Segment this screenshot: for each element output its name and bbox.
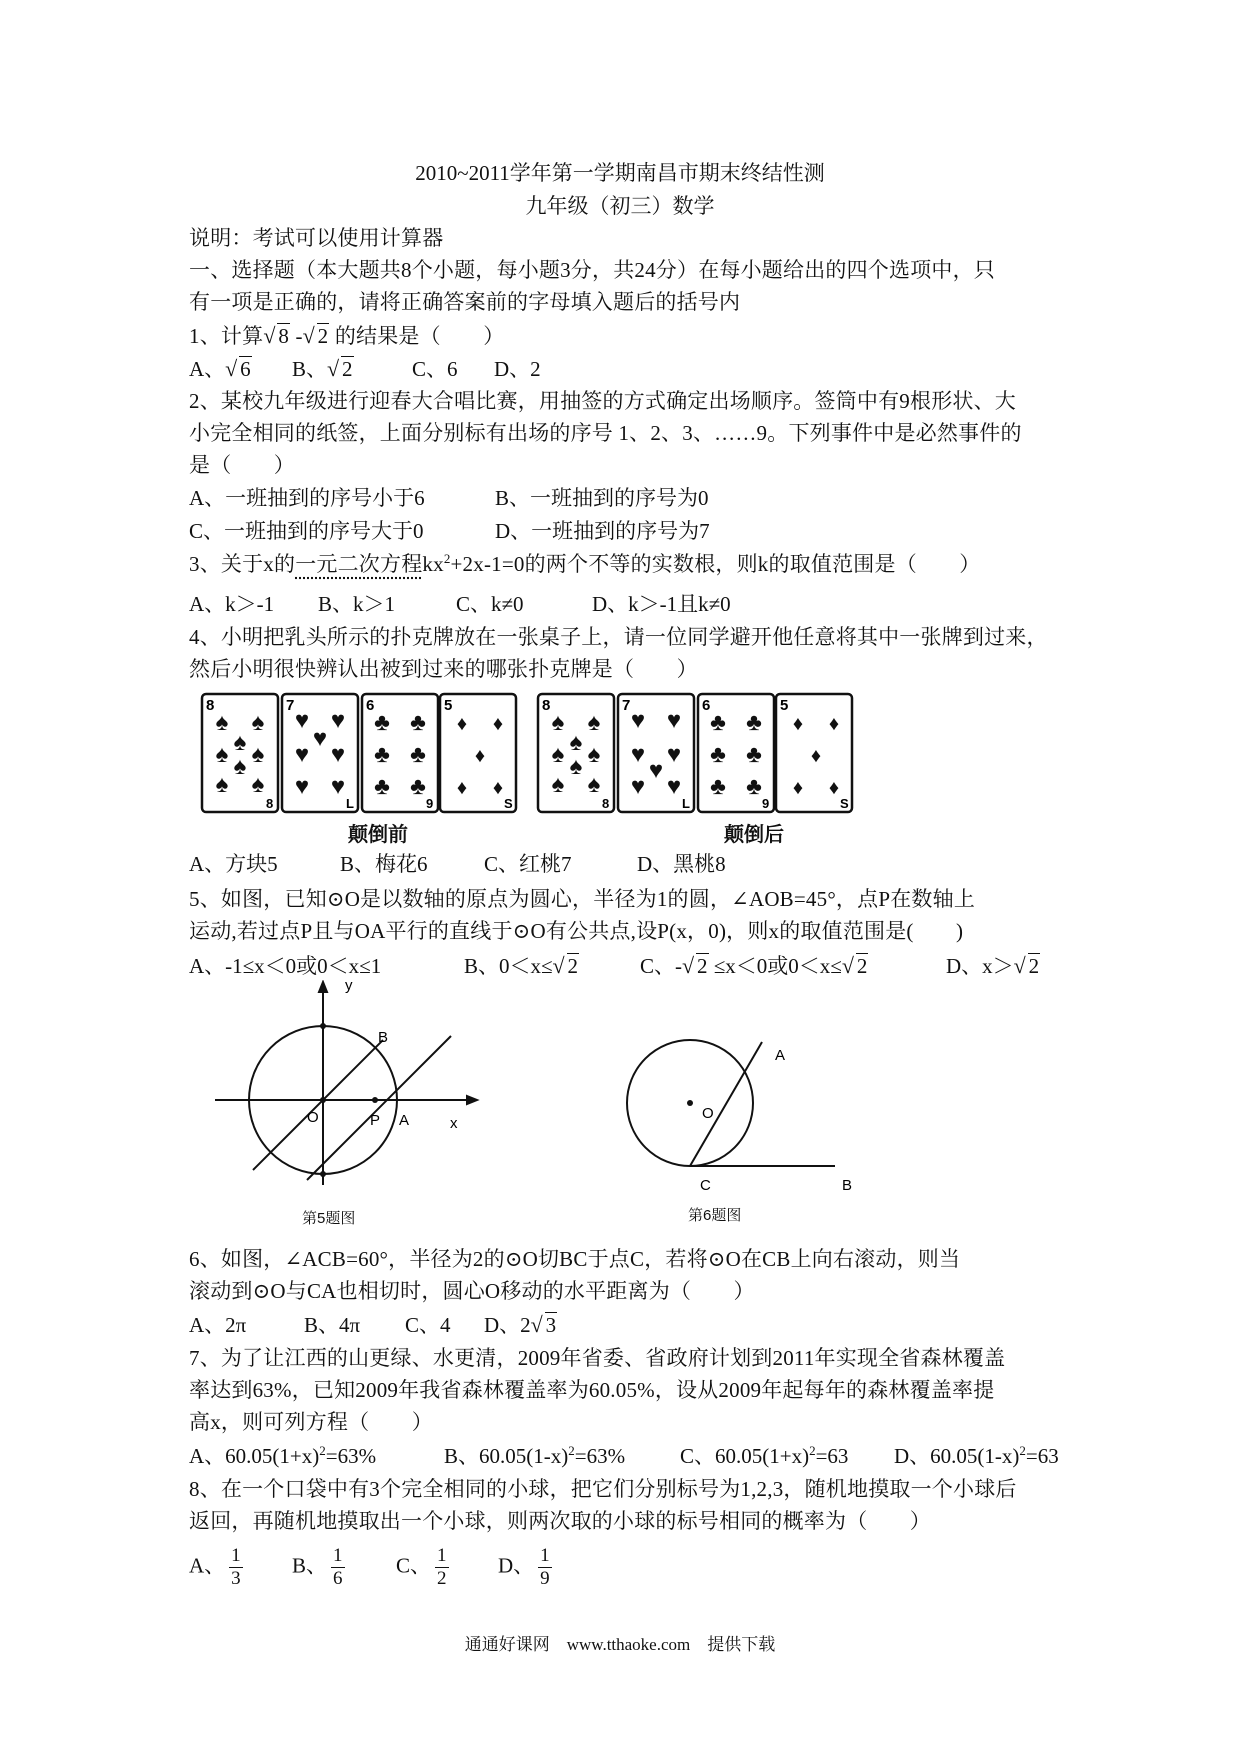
diamond-pip: ♦	[828, 777, 840, 799]
question-6-line-1: 6、如图，∠ACB=60°，半径为2的⊙O切BC于点C，若将⊙O在CB上向右滚动，则当	[189, 1247, 961, 1271]
spade-pip: ♠	[551, 709, 565, 736]
q8-option-c: C、 $\frac{1}{2}$	[396, 1545, 447, 1589]
club-pip: ♣	[746, 741, 762, 768]
card-rank-bottom: 9	[426, 796, 434, 811]
exam-title: 2010~2011学年第一学期南昌市期末终结性测	[415, 161, 825, 185]
q6-option-d: D、2√ 3	[484, 1309, 557, 1339]
spade-pip: ♠	[569, 753, 583, 780]
q8-option-a: A、 $\frac{1}{3}$	[189, 1545, 241, 1589]
playing-card	[618, 694, 694, 812]
diamond-pip: ♦	[492, 713, 504, 735]
label-p: P	[370, 1112, 381, 1129]
label-o: O	[307, 1109, 319, 1126]
question-7-line-2: 率达到63%，已知2009年我省森林覆盖率为60.05%，设从2009年起每年的森林覆盖率提	[189, 1378, 995, 1402]
q8-option-b: B、 $\frac{1}{6}$	[292, 1545, 343, 1589]
q5-option-a: A、-1≤x＜0或0＜x≤1	[189, 954, 382, 978]
q1-option-a: A、√ 6	[189, 353, 252, 383]
q7-option-c: C、$60.05(1+x)^2=63$	[680, 1443, 849, 1468]
spade-pip: ♠	[215, 741, 229, 768]
diamond-pip: ♦	[792, 713, 804, 735]
club-pip: ♣	[746, 709, 762, 736]
x-axis-arrow	[467, 1096, 477, 1104]
label-y: y	[345, 980, 353, 994]
heart-pip: ♥	[330, 773, 346, 800]
playing-card	[698, 694, 774, 812]
spade-pip: ♠	[251, 741, 265, 768]
figure-6	[620, 1030, 870, 1200]
heart-pip: ♥	[312, 725, 328, 752]
card-rank: 8	[542, 697, 551, 714]
playing-card	[282, 694, 358, 812]
playing-card	[776, 694, 852, 812]
q5-option-b: B、0＜x≤√ 2	[464, 950, 579, 980]
card-rank-bottom: 9	[762, 796, 770, 811]
diamond-pip: ♦	[810, 745, 822, 767]
club-pip: ♣	[410, 773, 426, 800]
q6-option-a: A、2π	[189, 1313, 247, 1337]
spade-pip: ♠	[233, 753, 247, 780]
card-rank-bottom: 8	[266, 796, 274, 811]
q6-option-c: C、4	[405, 1313, 451, 1337]
card-rank-bottom: S	[840, 796, 849, 811]
heart-pip: ♥	[330, 741, 346, 768]
label-b: B	[842, 1177, 853, 1194]
club-pip: ♣	[410, 709, 426, 736]
card-rank: 7	[286, 697, 295, 714]
heart-pip: ♥	[666, 707, 682, 734]
page-footer: 通通好课网 www.tthaoke.com 提供下载	[464, 1635, 776, 1654]
sqrt-2: √ 2	[303, 324, 330, 349]
q2-option-c: C、一班抽到的序号大于0	[189, 519, 424, 543]
line-ob	[253, 1040, 383, 1170]
q3-option-c: C、k≠0	[456, 592, 524, 616]
spade-pip: ♠	[569, 729, 583, 756]
card-rank: 6	[702, 697, 711, 714]
label-a: A	[399, 1112, 410, 1129]
question-2-line-2: 小完全相同的纸签，上面分别标有出场的序号 1、2、3、……9。下列事件中是必然事件的	[189, 421, 1022, 445]
heart-pip: ♥	[648, 757, 664, 784]
section-heading: 一、选择题（本大题共8个小题，每小题3分，共24分）在每小题给出的四个选项中，只	[189, 258, 995, 282]
q2-option-b: B、一班抽到的序号为0	[495, 486, 709, 510]
spade-pip: ♠	[551, 741, 565, 768]
club-pip: ♣	[374, 709, 390, 736]
spade-pip: ♠	[251, 771, 265, 798]
diamond-pip: ♦	[792, 777, 804, 799]
spade-pip: ♠	[587, 741, 601, 768]
q4-option-c: C、红桃7	[484, 852, 572, 876]
card-rank: 7	[622, 697, 631, 714]
spade-pip: ♠	[215, 771, 229, 798]
q1-option-b: B、√ 2	[292, 353, 354, 383]
card-rank: 5	[780, 697, 789, 714]
line-through-p	[307, 1036, 451, 1180]
heart-pip: ♥	[630, 707, 646, 734]
label-b: B	[378, 1029, 389, 1046]
q4-option-a: A、方块5	[189, 852, 278, 876]
question-4-line-1: 4、小明把乳头所示的扑克牌放在一张桌子上，请一位同学避开他任意将其中一张牌到过来，	[189, 625, 1048, 649]
sqrt-8: √ 8	[263, 324, 290, 349]
q7-option-d: D、$60.05(1-x)^2=63$	[894, 1443, 1059, 1468]
card-rank-bottom: L	[682, 796, 690, 811]
card-rank: 6	[366, 697, 375, 714]
exam-subtitle: 九年级（初三）数学	[525, 194, 715, 218]
card-rank-bottom: 8	[602, 796, 610, 811]
q1-option-c: C、6	[412, 357, 458, 381]
heart-pip: ♥	[630, 741, 646, 768]
q1-option-d: D、2	[494, 357, 541, 381]
heart-pip: ♥	[666, 773, 682, 800]
q7-option-a: A、$60.05(1+x)^2=63\%$	[189, 1443, 377, 1468]
question-7-line-1: 7、为了让江西的山更绿、水更清，2009年省委、省政府计划到2011年实现全省森林覆盖	[189, 1346, 1006, 1370]
diamond-pip: ♦	[492, 777, 504, 799]
card-rank-bottom: S	[504, 796, 513, 811]
playing-card	[202, 694, 278, 812]
heart-pip: ♥	[294, 707, 310, 734]
heart-pip: ♥	[294, 741, 310, 768]
diamond-pip: ♦	[456, 777, 468, 799]
club-pip: ♣	[374, 773, 390, 800]
playing-card	[538, 694, 614, 812]
spade-pip: ♠	[551, 771, 565, 798]
q2-option-d: D、一班抽到的序号为7	[495, 519, 710, 543]
diamond-pip: ♦	[828, 713, 840, 735]
label-x: x	[450, 1115, 458, 1132]
heart-pip: ♥	[294, 773, 310, 800]
label-o: O	[702, 1105, 714, 1122]
caption-after-flip: 颠倒后	[724, 824, 784, 846]
club-pip: ♣	[710, 773, 726, 800]
label-a: A	[775, 1047, 786, 1064]
dotted-emphasis: 一元二次方程	[295, 552, 423, 576]
playing-cards-figure	[200, 692, 960, 817]
heart-pip: ♥	[330, 707, 346, 734]
question-2-line-3: 是（ ）	[189, 453, 295, 477]
spade-pip: ♠	[587, 771, 601, 798]
exam-note: 说明：考试可以使用计算器	[189, 226, 444, 250]
heart-pip: ♥	[630, 773, 646, 800]
question-8-line-1: 8、在一个口袋中有3个完全相同的小球，把它们分别标号为1,2,3，随机地摸取一个小球后	[189, 1477, 1017, 1501]
card-rank: 5	[444, 697, 453, 714]
spade-pip: ♠	[215, 709, 229, 736]
card-rank: 8	[206, 697, 215, 714]
question-5-line-2: 运动,若过点P且与OA平行的直线于⊙O有公共点,设P(x，0)，则x的取值范围是( )	[189, 919, 964, 943]
club-pip: ♣	[710, 741, 726, 768]
club-pip: ♣	[410, 741, 426, 768]
diamond-pip: ♦	[474, 745, 486, 767]
y-axis-arrow	[319, 982, 327, 992]
q7-option-b: B、$60.05(1-x)^2=63\%$	[444, 1443, 626, 1468]
q5-option-c: C、-√ 2 ≤x＜0或0＜x≤√ 2	[640, 950, 868, 980]
question-4-line-2: 然后小明很快辨认出被到过来的哪张扑克牌是（ ）	[189, 657, 698, 681]
q3-option-a: A、k＞-1	[189, 592, 275, 616]
figure-6-caption: 第6题图	[688, 1207, 742, 1224]
question-5-line-1: 5、如图，已知⊙O是以数轴的原点为圆心，半径为1的圆，∠AOB=45°，点P在数轴上	[189, 887, 976, 911]
question-8-line-2: 返回，再随机地摸取出一个小球，则两次取的小球的标号相同的概率为（ ）	[189, 1509, 931, 1533]
figure-5	[215, 980, 485, 1220]
figure-5-caption: 第5题图	[302, 1210, 356, 1227]
line-ca	[690, 1042, 762, 1166]
caption-before-flip: 颠倒前	[348, 824, 408, 846]
club-pip: ♣	[374, 741, 390, 768]
q3-option-d: D、k＞-1且k≠0	[592, 592, 731, 616]
label-c: C	[700, 1177, 711, 1194]
question-2-line-1: 2、某校九年级进行迎春大合唱比赛，用抽签的方式确定出场顺序。签筒中有9根形状、大	[189, 389, 1016, 413]
playing-card	[362, 694, 438, 812]
q4-option-d: D、黑桃8	[637, 852, 726, 876]
q8-option-d: D、 $\frac{1}{9}$	[498, 1545, 550, 1589]
q6-option-b: B、4π	[304, 1313, 361, 1337]
card-rank-bottom: L	[346, 796, 354, 811]
spade-pip: ♠	[587, 709, 601, 736]
q5-option-d: D、x＞√ 2	[946, 950, 1040, 980]
club-pip: ♣	[710, 709, 726, 736]
heart-pip: ♥	[666, 741, 682, 768]
question-1-stem: 1、计算√ 8 -√ 2 的结果是（ ）	[189, 320, 504, 350]
q4-option-b: B、梅花6	[340, 852, 428, 876]
q2-option-a: A、一班抽到的序号小于6	[189, 486, 425, 510]
spade-pip: ♠	[251, 709, 265, 736]
question-3-stem: 3、关于x的一元二次方程$kx^2+2x-1=0$的两个不等的实数根，则k的取值范围是（ ）	[189, 551, 981, 576]
q3-option-b: B、k＞1	[318, 592, 396, 616]
question-7-line-3: 高x，则可列方程（ ）	[189, 1410, 433, 1434]
club-pip: ♣	[746, 773, 762, 800]
section-heading-cont: 有一项是正确的，请将正确答案前的字母填入题后的括号内	[189, 290, 741, 314]
playing-card	[440, 694, 516, 812]
spade-pip: ♠	[233, 729, 247, 756]
diamond-pip: ♦	[456, 713, 468, 735]
question-6-line-2: 滚动到⊙O与CA也相切时，圆心O移动的水平距离为（ ）	[189, 1279, 755, 1303]
